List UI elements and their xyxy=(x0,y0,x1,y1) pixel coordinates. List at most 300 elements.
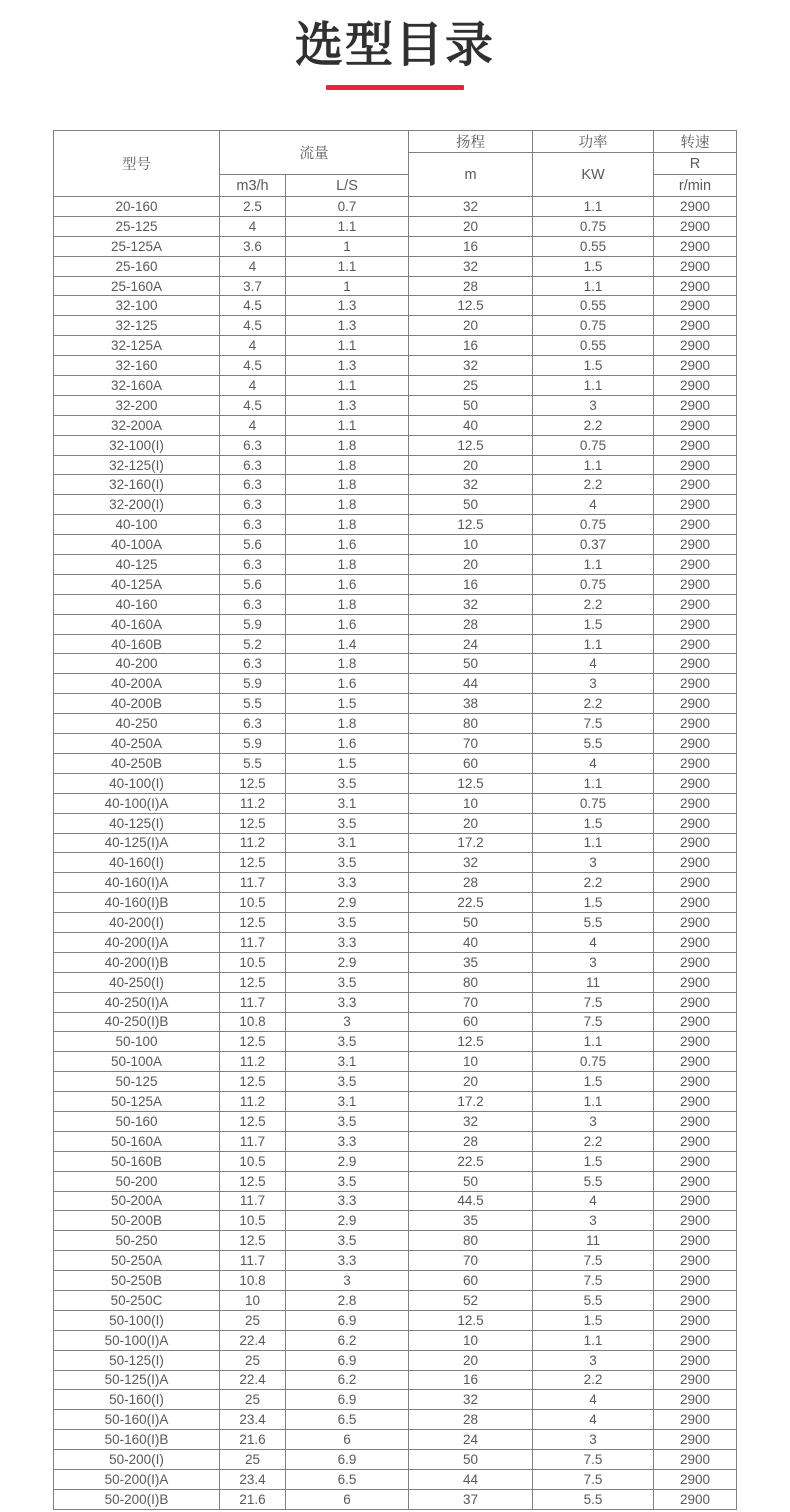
table-row xyxy=(54,296,737,316)
cell-flow-ls: 1.6 xyxy=(286,535,409,555)
cell-model: 50-125(I)A xyxy=(54,1370,220,1390)
cell-speed-rpm: 2900 xyxy=(654,1390,737,1410)
cell-speed-rpm: 2900 xyxy=(654,1310,737,1330)
cell-head-m: 20 xyxy=(409,316,533,336)
cell-power-kw: 7.5 xyxy=(533,1271,654,1291)
cell-power-kw: 5.5 xyxy=(533,1290,654,1310)
cell-flow-ls: 1.4 xyxy=(286,634,409,654)
cell-head-m: 24 xyxy=(409,1430,533,1450)
cell-power-kw: 2.2 xyxy=(533,694,654,714)
cell-power-kw: 3 xyxy=(533,1430,654,1450)
table-row xyxy=(54,535,737,555)
table-row xyxy=(54,773,737,793)
cell-power-kw: 4 xyxy=(533,495,654,515)
table-row xyxy=(54,614,737,634)
cell-speed-rpm: 2900 xyxy=(654,1410,737,1430)
table-row xyxy=(54,455,737,475)
cell-power-kw: 1.1 xyxy=(533,1092,654,1112)
cell-flow-ls: 1.3 xyxy=(286,356,409,376)
cell-flow-m3h: 5.9 xyxy=(220,674,286,694)
cell-speed-rpm: 2900 xyxy=(654,515,737,535)
cell-model: 40-250 xyxy=(54,714,220,734)
cell-flow-m3h: 4.5 xyxy=(220,395,286,415)
cell-model: 32-160(I) xyxy=(54,475,220,495)
cell-power-kw: 1.5 xyxy=(533,1072,654,1092)
table-row xyxy=(54,316,737,336)
cell-flow-ls: 1.1 xyxy=(286,415,409,435)
cell-model: 32-200(I) xyxy=(54,495,220,515)
header-speed-r: R xyxy=(654,153,737,175)
cell-power-kw: 1.5 xyxy=(533,1310,654,1330)
cell-speed-rpm: 2900 xyxy=(654,972,737,992)
table-row xyxy=(54,216,737,236)
table-row xyxy=(54,515,737,535)
cell-head-m: 10 xyxy=(409,793,533,813)
cell-model: 50-160 xyxy=(54,1111,220,1131)
cell-flow-ls: 6.5 xyxy=(286,1410,409,1430)
cell-power-kw: 1.1 xyxy=(533,197,654,217)
table-row xyxy=(54,873,737,893)
cell-power-kw: 0.75 xyxy=(533,316,654,336)
cell-power-kw: 7.5 xyxy=(533,1012,654,1032)
cell-head-m: 80 xyxy=(409,972,533,992)
cell-head-m: 28 xyxy=(409,614,533,634)
cell-head-m: 70 xyxy=(409,734,533,754)
cell-flow-m3h: 6.3 xyxy=(220,515,286,535)
cell-power-kw: 4 xyxy=(533,1390,654,1410)
cell-speed-rpm: 2900 xyxy=(654,793,737,813)
cell-head-m: 70 xyxy=(409,992,533,1012)
cell-flow-m3h: 11.7 xyxy=(220,1251,286,1271)
cell-power-kw: 3 xyxy=(533,674,654,694)
cell-speed-rpm: 2900 xyxy=(654,1111,737,1131)
cell-flow-m3h: 11.2 xyxy=(220,1052,286,1072)
table-row xyxy=(54,853,737,873)
cell-speed-rpm: 2900 xyxy=(654,654,737,674)
cell-head-m: 37 xyxy=(409,1489,533,1509)
cell-model: 40-250(I)B xyxy=(54,1012,220,1032)
cell-power-kw: 3 xyxy=(533,1211,654,1231)
table-row xyxy=(54,753,737,773)
cell-flow-ls: 1.8 xyxy=(286,515,409,535)
cell-flow-m3h: 11.2 xyxy=(220,1092,286,1112)
cell-flow-ls: 1.5 xyxy=(286,753,409,773)
cell-power-kw: 11 xyxy=(533,972,654,992)
cell-speed-rpm: 2900 xyxy=(654,296,737,316)
cell-speed-rpm: 2900 xyxy=(654,555,737,575)
cell-flow-m3h: 10 xyxy=(220,1290,286,1310)
header-power-unit: KW xyxy=(533,153,654,197)
cell-flow-ls: 3.5 xyxy=(286,773,409,793)
cell-speed-rpm: 2900 xyxy=(654,1290,737,1310)
cell-head-m: 80 xyxy=(409,1231,533,1251)
cell-model: 20-160 xyxy=(54,197,220,217)
cell-flow-ls: 6.2 xyxy=(286,1370,409,1390)
header-speed: 转速 xyxy=(654,131,737,153)
cell-power-kw: 4 xyxy=(533,1410,654,1430)
cell-model: 40-200A xyxy=(54,674,220,694)
cell-speed-rpm: 2900 xyxy=(654,773,737,793)
cell-power-kw: 3 xyxy=(533,1350,654,1370)
cell-model: 40-125 xyxy=(54,555,220,575)
cell-flow-ls: 6.9 xyxy=(286,1310,409,1330)
table-row xyxy=(54,495,737,515)
cell-model: 40-200(I) xyxy=(54,913,220,933)
cell-model: 40-125A xyxy=(54,574,220,594)
cell-speed-rpm: 2900 xyxy=(654,455,737,475)
cell-flow-m3h: 4 xyxy=(220,336,286,356)
cell-flow-ls: 1.1 xyxy=(286,336,409,356)
cell-head-m: 12.5 xyxy=(409,435,533,455)
table-row xyxy=(54,1211,737,1231)
cell-power-kw: 2.2 xyxy=(533,475,654,495)
table-row xyxy=(54,376,737,396)
cell-head-m: 40 xyxy=(409,932,533,952)
table-row xyxy=(54,1251,737,1271)
cell-model: 32-100 xyxy=(54,296,220,316)
cell-flow-m3h: 6.3 xyxy=(220,594,286,614)
cell-speed-rpm: 2900 xyxy=(654,873,737,893)
cell-speed-rpm: 2900 xyxy=(654,1032,737,1052)
cell-flow-ls: 1 xyxy=(286,236,409,256)
cell-power-kw: 0.75 xyxy=(533,793,654,813)
cell-power-kw: 1.1 xyxy=(533,376,654,396)
cell-flow-ls: 3.5 xyxy=(286,1171,409,1191)
table-row xyxy=(54,1032,737,1052)
cell-head-m: 70 xyxy=(409,1251,533,1271)
cell-model: 25-125 xyxy=(54,216,220,236)
cell-flow-ls: 6.5 xyxy=(286,1470,409,1490)
cell-model: 40-200B xyxy=(54,694,220,714)
cell-flow-ls: 1.6 xyxy=(286,574,409,594)
cell-head-m: 10 xyxy=(409,1330,533,1350)
cell-flow-ls: 3.1 xyxy=(286,1052,409,1072)
cell-flow-m3h: 12.5 xyxy=(220,1032,286,1052)
cell-model: 50-160(I)B xyxy=(54,1430,220,1450)
cell-flow-m3h: 12.5 xyxy=(220,1231,286,1251)
cell-power-kw: 4 xyxy=(533,1191,654,1211)
cell-flow-ls: 3.3 xyxy=(286,1191,409,1211)
cell-power-kw: 0.37 xyxy=(533,535,654,555)
cell-flow-m3h: 10.8 xyxy=(220,1012,286,1032)
cell-flow-m3h: 12.5 xyxy=(220,1111,286,1131)
cell-model: 50-200 xyxy=(54,1171,220,1191)
cell-flow-ls: 3.1 xyxy=(286,833,409,853)
cell-power-kw: 2.2 xyxy=(533,415,654,435)
table-row xyxy=(54,356,737,376)
cell-model: 50-125A xyxy=(54,1092,220,1112)
cell-model: 40-125(I)A xyxy=(54,833,220,853)
cell-flow-ls: 3.5 xyxy=(286,1231,409,1251)
cell-power-kw: 1.5 xyxy=(533,813,654,833)
cell-speed-rpm: 2900 xyxy=(654,932,737,952)
cell-head-m: 32 xyxy=(409,594,533,614)
table-row xyxy=(54,1390,737,1410)
cell-flow-m3h: 12.5 xyxy=(220,813,286,833)
cell-flow-m3h: 22.4 xyxy=(220,1370,286,1390)
cell-model: 25-125A xyxy=(54,236,220,256)
cell-power-kw: 5.5 xyxy=(533,734,654,754)
cell-flow-m3h: 11.2 xyxy=(220,833,286,853)
cell-speed-rpm: 2900 xyxy=(654,1450,737,1470)
cell-flow-m3h: 10.5 xyxy=(220,1151,286,1171)
cell-head-m: 10 xyxy=(409,535,533,555)
cell-power-kw: 3 xyxy=(533,952,654,972)
cell-head-m: 32 xyxy=(409,1111,533,1131)
cell-flow-ls: 2.9 xyxy=(286,1211,409,1231)
cell-flow-m3h: 23.4 xyxy=(220,1470,286,1490)
cell-speed-rpm: 2900 xyxy=(654,753,737,773)
cell-speed-rpm: 2900 xyxy=(654,1330,737,1350)
table-row xyxy=(54,415,737,435)
cell-flow-ls: 1.8 xyxy=(286,594,409,614)
cell-power-kw: 7.5 xyxy=(533,1450,654,1470)
cell-model: 50-200A xyxy=(54,1191,220,1211)
cell-model: 40-160A xyxy=(54,614,220,634)
cell-flow-ls: 6 xyxy=(286,1489,409,1509)
table-row xyxy=(54,992,737,1012)
header-speed-unit: r/min xyxy=(654,175,737,197)
cell-flow-ls: 1.3 xyxy=(286,296,409,316)
cell-head-m: 50 xyxy=(409,1171,533,1191)
cell-power-kw: 4 xyxy=(533,932,654,952)
cell-flow-ls: 1.3 xyxy=(286,316,409,336)
table-header xyxy=(54,131,737,197)
cell-head-m: 32 xyxy=(409,475,533,495)
cell-head-m: 24 xyxy=(409,634,533,654)
cell-model: 50-200(I) xyxy=(54,1450,220,1470)
header-model: 型号 xyxy=(54,131,220,197)
cell-model: 40-125(I) xyxy=(54,813,220,833)
table-row xyxy=(54,236,737,256)
cell-flow-ls: 1.8 xyxy=(286,435,409,455)
cell-flow-m3h: 4 xyxy=(220,216,286,236)
cell-model: 40-100 xyxy=(54,515,220,535)
cell-speed-rpm: 2900 xyxy=(654,614,737,634)
cell-flow-m3h: 6.3 xyxy=(220,714,286,734)
cell-power-kw: 2.2 xyxy=(533,1370,654,1390)
cell-head-m: 50 xyxy=(409,654,533,674)
table-row xyxy=(54,574,737,594)
cell-flow-m3h: 10.5 xyxy=(220,1211,286,1231)
cell-speed-rpm: 2900 xyxy=(654,694,737,714)
cell-speed-rpm: 2900 xyxy=(654,376,737,396)
cell-speed-rpm: 2900 xyxy=(654,1470,737,1490)
cell-flow-m3h: 5.5 xyxy=(220,694,286,714)
cell-flow-ls: 1.8 xyxy=(286,714,409,734)
cell-speed-rpm: 2900 xyxy=(654,992,737,1012)
cell-speed-rpm: 2900 xyxy=(654,1131,737,1151)
cell-flow-ls: 3.5 xyxy=(286,913,409,933)
cell-flow-m3h: 12.5 xyxy=(220,1171,286,1191)
cell-flow-ls: 0.7 xyxy=(286,197,409,217)
cell-flow-ls: 3.1 xyxy=(286,1092,409,1112)
header-power: 功率 xyxy=(533,131,654,153)
table-row xyxy=(54,1012,737,1032)
cell-speed-rpm: 2900 xyxy=(654,356,737,376)
cell-head-m: 20 xyxy=(409,555,533,575)
cell-speed-rpm: 2900 xyxy=(654,813,737,833)
cell-flow-m3h: 5.6 xyxy=(220,574,286,594)
cell-flow-ls: 1.1 xyxy=(286,216,409,236)
cell-flow-m3h: 11.7 xyxy=(220,1131,286,1151)
cell-model: 40-250(I)A xyxy=(54,992,220,1012)
cell-flow-m3h: 6.3 xyxy=(220,555,286,575)
cell-flow-ls: 3.5 xyxy=(286,1072,409,1092)
cell-speed-rpm: 2900 xyxy=(654,634,737,654)
cell-speed-rpm: 2900 xyxy=(654,316,737,336)
table-row xyxy=(54,1430,737,1450)
table-row xyxy=(54,1310,737,1330)
cell-power-kw: 1.1 xyxy=(533,555,654,575)
cell-model: 50-125(I) xyxy=(54,1350,220,1370)
table-row xyxy=(54,793,737,813)
table-row xyxy=(54,594,737,614)
cell-power-kw: 0.55 xyxy=(533,236,654,256)
cell-flow-m3h: 5.9 xyxy=(220,614,286,634)
cell-model: 40-160(I)A xyxy=(54,873,220,893)
cell-flow-ls: 1.5 xyxy=(286,694,409,714)
cell-flow-m3h: 6.3 xyxy=(220,455,286,475)
cell-flow-m3h: 4.5 xyxy=(220,316,286,336)
cell-speed-rpm: 2900 xyxy=(654,1151,737,1171)
cell-speed-rpm: 2900 xyxy=(654,435,737,455)
cell-power-kw: 4 xyxy=(533,753,654,773)
cell-model: 50-125 xyxy=(54,1072,220,1092)
cell-power-kw: 5.5 xyxy=(533,913,654,933)
cell-model: 50-250 xyxy=(54,1231,220,1251)
cell-speed-rpm: 2900 xyxy=(654,1350,737,1370)
cell-power-kw: 2.2 xyxy=(533,873,654,893)
cell-flow-ls: 3.5 xyxy=(286,813,409,833)
table-row xyxy=(54,475,737,495)
cell-power-kw: 0.75 xyxy=(533,574,654,594)
cell-power-kw: 1.1 xyxy=(533,1032,654,1052)
cell-flow-m3h: 4.5 xyxy=(220,296,286,316)
cell-flow-m3h: 11.2 xyxy=(220,793,286,813)
cell-flow-m3h: 10.5 xyxy=(220,952,286,972)
cell-flow-m3h: 25 xyxy=(220,1450,286,1470)
cell-power-kw: 1.1 xyxy=(533,276,654,296)
cell-head-m: 32 xyxy=(409,356,533,376)
cell-head-m: 12.5 xyxy=(409,296,533,316)
cell-head-m: 80 xyxy=(409,714,533,734)
cell-speed-rpm: 2900 xyxy=(654,1052,737,1072)
cell-model: 50-200(I)A xyxy=(54,1470,220,1490)
table-body xyxy=(54,197,737,1510)
cell-power-kw: 2.2 xyxy=(533,1131,654,1151)
table-row xyxy=(54,972,737,992)
cell-flow-m3h: 5.5 xyxy=(220,753,286,773)
cell-model: 40-160(I)B xyxy=(54,893,220,913)
cell-flow-ls: 1.8 xyxy=(286,495,409,515)
cell-model: 50-200B xyxy=(54,1211,220,1231)
cell-speed-rpm: 2900 xyxy=(654,236,737,256)
table-row xyxy=(54,952,737,972)
cell-flow-m3h: 2.5 xyxy=(220,197,286,217)
cell-flow-ls: 3.5 xyxy=(286,853,409,873)
cell-flow-m3h: 5.6 xyxy=(220,535,286,555)
cell-flow-ls: 1.8 xyxy=(286,455,409,475)
cell-model: 32-200A xyxy=(54,415,220,435)
cell-head-m: 22.5 xyxy=(409,1151,533,1171)
cell-head-m: 25 xyxy=(409,376,533,396)
cell-model: 40-160B xyxy=(54,634,220,654)
cell-flow-m3h: 6.3 xyxy=(220,475,286,495)
cell-speed-rpm: 2900 xyxy=(654,475,737,495)
table-row xyxy=(54,1330,737,1350)
cell-head-m: 38 xyxy=(409,694,533,714)
cell-head-m: 16 xyxy=(409,236,533,256)
cell-head-m: 12.5 xyxy=(409,1032,533,1052)
cell-head-m: 32 xyxy=(409,1390,533,1410)
cell-power-kw: 0.55 xyxy=(533,336,654,356)
cell-flow-m3h: 25 xyxy=(220,1310,286,1330)
cell-model: 32-125(I) xyxy=(54,455,220,475)
cell-model: 40-200(I)A xyxy=(54,932,220,952)
cell-flow-ls: 3.3 xyxy=(286,932,409,952)
cell-speed-rpm: 2900 xyxy=(654,415,737,435)
table-row xyxy=(54,694,737,714)
cell-model: 32-160 xyxy=(54,356,220,376)
cell-model: 25-160A xyxy=(54,276,220,296)
cell-flow-m3h: 22.4 xyxy=(220,1330,286,1350)
cell-flow-ls: 3 xyxy=(286,1012,409,1032)
cell-flow-m3h: 11.7 xyxy=(220,992,286,1012)
header-head-unit: m xyxy=(409,153,533,197)
cell-flow-ls: 3.3 xyxy=(286,1251,409,1271)
cell-speed-rpm: 2900 xyxy=(654,1370,737,1390)
cell-model: 50-100(I)A xyxy=(54,1330,220,1350)
cell-power-kw: 1.5 xyxy=(533,256,654,276)
cell-flow-m3h: 5.2 xyxy=(220,634,286,654)
cell-flow-m3h: 25 xyxy=(220,1390,286,1410)
table-row xyxy=(54,893,737,913)
cell-model: 25-160 xyxy=(54,256,220,276)
cell-model: 32-125A xyxy=(54,336,220,356)
cell-flow-m3h: 4 xyxy=(220,376,286,396)
table-row xyxy=(54,1111,737,1131)
cell-model: 50-160A xyxy=(54,1131,220,1151)
cell-flow-ls: 1.6 xyxy=(286,734,409,754)
cell-head-m: 20 xyxy=(409,813,533,833)
cell-model: 50-160(I)A xyxy=(54,1410,220,1430)
cell-flow-ls: 1.1 xyxy=(286,256,409,276)
cell-head-m: 20 xyxy=(409,1072,533,1092)
cell-flow-m3h: 25 xyxy=(220,1350,286,1370)
cell-flow-ls: 1.8 xyxy=(286,654,409,674)
cell-flow-m3h: 12.5 xyxy=(220,1072,286,1092)
table-row xyxy=(54,833,737,853)
cell-model: 40-100A xyxy=(54,535,220,555)
cell-speed-rpm: 2900 xyxy=(654,574,737,594)
cell-model: 32-100(I) xyxy=(54,435,220,455)
cell-flow-m3h: 3.7 xyxy=(220,276,286,296)
cell-head-m: 32 xyxy=(409,197,533,217)
header-flow: 流量 xyxy=(220,131,409,175)
cell-model: 50-100A xyxy=(54,1052,220,1072)
cell-flow-ls: 3.5 xyxy=(286,972,409,992)
cell-model: 50-100 xyxy=(54,1032,220,1052)
cell-speed-rpm: 2900 xyxy=(654,395,737,415)
cell-flow-ls: 3.5 xyxy=(286,1032,409,1052)
cell-speed-rpm: 2900 xyxy=(654,913,737,933)
cell-head-m: 28 xyxy=(409,1131,533,1151)
cell-head-m: 32 xyxy=(409,256,533,276)
cell-head-m: 35 xyxy=(409,952,533,972)
cell-power-kw: 11 xyxy=(533,1231,654,1251)
cell-flow-m3h: 11.7 xyxy=(220,1191,286,1211)
